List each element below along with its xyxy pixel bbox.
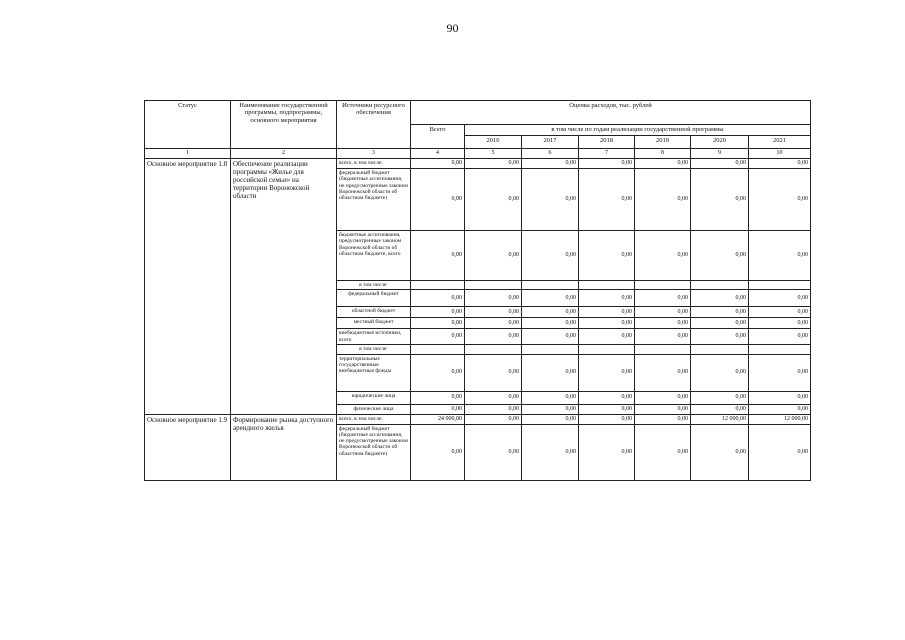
- value-cell: 0,00: [411, 168, 465, 230]
- value-cell: 0,00: [635, 329, 691, 345]
- col-number: 6: [522, 149, 579, 159]
- value-cell: 0,00: [522, 414, 579, 424]
- value-cell: 0,00: [691, 307, 749, 318]
- table-row: [145, 414, 811, 424]
- value-cell: 0,00: [522, 354, 579, 391]
- col-number: 3: [337, 149, 411, 159]
- status-cell: Основное мероприятие 1.9: [145, 414, 231, 480]
- value-cell: 0,00: [579, 158, 635, 168]
- value-cell: 0,00: [522, 168, 579, 230]
- value-cell: 0,00: [635, 158, 691, 168]
- source-cell: внебюджетные источники, всего: [337, 329, 411, 345]
- value-cell: 0,00: [465, 414, 522, 424]
- value-cell: 0,00: [522, 318, 579, 329]
- value-cell: 0,00: [579, 329, 635, 345]
- value-cell: 0,00: [691, 158, 749, 168]
- value-cell: [691, 280, 749, 289]
- value-cell: 0,00: [411, 391, 465, 404]
- value-cell: 0,00: [465, 168, 522, 230]
- value-cell: 0,00: [522, 290, 579, 307]
- value-cell: [749, 345, 811, 354]
- value-cell: 0,00: [522, 424, 579, 480]
- value-cell: 0,00: [579, 404, 635, 414]
- value-cell: 0,00: [579, 307, 635, 318]
- value-cell: 0,00: [411, 404, 465, 414]
- value-cell: [635, 345, 691, 354]
- header-name: Наименование государственной программы, подпрограммы, основного мероприятия: [231, 101, 337, 149]
- value-cell: 0,00: [465, 230, 522, 280]
- source-cell: областной бюджет: [337, 307, 411, 318]
- source-cell: всего, в том числе:: [337, 158, 411, 168]
- header-status: Статус: [145, 101, 231, 149]
- value-cell: 0,00: [635, 318, 691, 329]
- source-cell: местный бюджет: [337, 318, 411, 329]
- table-row: [145, 158, 811, 168]
- value-cell: 0,00: [579, 168, 635, 230]
- value-cell: 0,00: [749, 391, 811, 404]
- value-cell: 0,00: [579, 318, 635, 329]
- value-cell: 0,00: [465, 404, 522, 414]
- page-number: 90: [446, 21, 459, 35]
- value-cell: 0,00: [635, 404, 691, 414]
- value-cell: 0,00: [749, 329, 811, 345]
- header-estimate: Оценка расходов, тыс. рублей: [411, 101, 811, 125]
- value-cell: 0,00: [635, 414, 691, 424]
- value-cell: 0,00: [749, 318, 811, 329]
- value-cell: 0,00: [749, 230, 811, 280]
- value-cell: [579, 345, 635, 354]
- value-cell: 0,00: [522, 307, 579, 318]
- value-cell: 0,00: [691, 318, 749, 329]
- value-cell: 0,00: [749, 290, 811, 307]
- value-cell: [635, 280, 691, 289]
- measure-name: Обеспечение реализации программы «Жилье для российской семьи» на территории Воронежской области: [231, 158, 337, 414]
- header-by-years: в том числе по годам реализации государственной программы: [465, 125, 811, 136]
- value-cell: 0,00: [749, 424, 811, 480]
- col-number: 1: [145, 149, 231, 159]
- value-cell: 0,00: [749, 158, 811, 168]
- value-cell: 0,00: [579, 354, 635, 391]
- value-cell: 0,00: [411, 318, 465, 329]
- value-cell: [522, 345, 579, 354]
- value-cell: 0,00: [691, 168, 749, 230]
- value-cell: 0,00: [522, 391, 579, 404]
- value-cell: 0,00: [635, 354, 691, 391]
- value-cell: 0,00: [691, 230, 749, 280]
- header-year: 2021: [749, 136, 811, 149]
- value-cell: 0,00: [691, 329, 749, 345]
- block-2: [145, 414, 811, 480]
- source-cell: в том числе:: [337, 345, 411, 354]
- header-sources: Источники ресурсного обеспечения: [337, 101, 411, 149]
- value-cell: 0,00: [579, 414, 635, 424]
- value-cell: 0,00: [465, 329, 522, 345]
- value-cell: 0,00: [691, 391, 749, 404]
- value-cell: 0,00: [579, 424, 635, 480]
- col-number: 2: [231, 149, 337, 159]
- value-cell: 24 000,00: [411, 414, 465, 424]
- value-cell: 0,00: [579, 230, 635, 280]
- source-cell: федеральный бюджет (бюджетные ассигнования, не предусмотренные законом Воронежской области об областном бюджете): [337, 168, 411, 230]
- value-cell: 12 000,00: [749, 414, 811, 424]
- value-cell: [749, 280, 811, 289]
- source-cell: федеральный бюджет (бюджетные ассигнования, не предусмотренные законом Воронежской области об областном бюджете): [337, 424, 411, 480]
- col-number: 4: [411, 149, 465, 159]
- source-cell: всего, в том числе:: [337, 414, 411, 424]
- value-cell: [465, 280, 522, 289]
- value-cell: 0,00: [579, 391, 635, 404]
- value-cell: [691, 345, 749, 354]
- value-cell: 0,00: [465, 290, 522, 307]
- col-number: 8: [635, 149, 691, 159]
- value-cell: 0,00: [465, 318, 522, 329]
- header-year: 2020: [691, 136, 749, 149]
- source-cell: физические лица: [337, 404, 411, 414]
- value-cell: 0,00: [411, 158, 465, 168]
- value-cell: 12 000,00: [691, 414, 749, 424]
- source-cell: федеральный бюджет: [337, 290, 411, 307]
- value-cell: 0,00: [522, 158, 579, 168]
- value-cell: 0,00: [522, 329, 579, 345]
- value-cell: 0,00: [749, 168, 811, 230]
- measure-name: Формирование рынка доступного арендного жилья: [231, 414, 337, 480]
- value-cell: 0,00: [635, 424, 691, 480]
- value-cell: 0,00: [635, 230, 691, 280]
- header-year: 2016: [465, 136, 522, 149]
- value-cell: 0,00: [691, 424, 749, 480]
- header-total: Всего: [411, 125, 465, 149]
- value-cell: [411, 280, 465, 289]
- header-year: 2017: [522, 136, 579, 149]
- value-cell: 0,00: [522, 230, 579, 280]
- value-cell: 0,00: [579, 290, 635, 307]
- value-cell: [522, 280, 579, 289]
- value-cell: 0,00: [411, 307, 465, 318]
- value-cell: 0,00: [465, 354, 522, 391]
- block-1: [145, 158, 811, 414]
- value-cell: 0,00: [411, 424, 465, 480]
- value-cell: [465, 345, 522, 354]
- col-number: 10: [749, 149, 811, 159]
- value-cell: 0,00: [691, 354, 749, 391]
- value-cell: 0,00: [749, 307, 811, 318]
- col-number: 7: [579, 149, 635, 159]
- status-cell: Основное мероприятие 1.8: [145, 158, 231, 414]
- value-cell: 0,00: [411, 230, 465, 280]
- value-cell: [579, 280, 635, 289]
- value-cell: 0,00: [465, 158, 522, 168]
- value-cell: 0,00: [749, 354, 811, 391]
- value-cell: 0,00: [411, 354, 465, 391]
- header-year: 2018: [579, 136, 635, 149]
- value-cell: 0,00: [691, 404, 749, 414]
- source-cell: территориальные государственные внебюджетные фонды: [337, 354, 411, 391]
- source-cell: бюджетные ассигнования, предусмотренные законом Воронежской области об областном бюджете, всего: [337, 230, 411, 280]
- value-cell: [411, 345, 465, 354]
- col-number: 5: [465, 149, 522, 159]
- source-cell: в том числе:: [337, 280, 411, 289]
- value-cell: 0,00: [465, 307, 522, 318]
- value-cell: 0,00: [411, 329, 465, 345]
- value-cell: 0,00: [411, 290, 465, 307]
- value-cell: 0,00: [691, 290, 749, 307]
- col-number: 9: [691, 149, 749, 159]
- value-cell: 0,00: [749, 404, 811, 414]
- value-cell: 0,00: [635, 290, 691, 307]
- value-cell: 0,00: [635, 307, 691, 318]
- value-cell: 0,00: [635, 391, 691, 404]
- source-cell: юридические лица: [337, 391, 411, 404]
- value-cell: 0,00: [522, 404, 579, 414]
- value-cell: 0,00: [635, 168, 691, 230]
- value-cell: 0,00: [465, 424, 522, 480]
- value-cell: 0,00: [465, 391, 522, 404]
- expense-table: [144, 100, 811, 481]
- header-year: 2019: [635, 136, 691, 149]
